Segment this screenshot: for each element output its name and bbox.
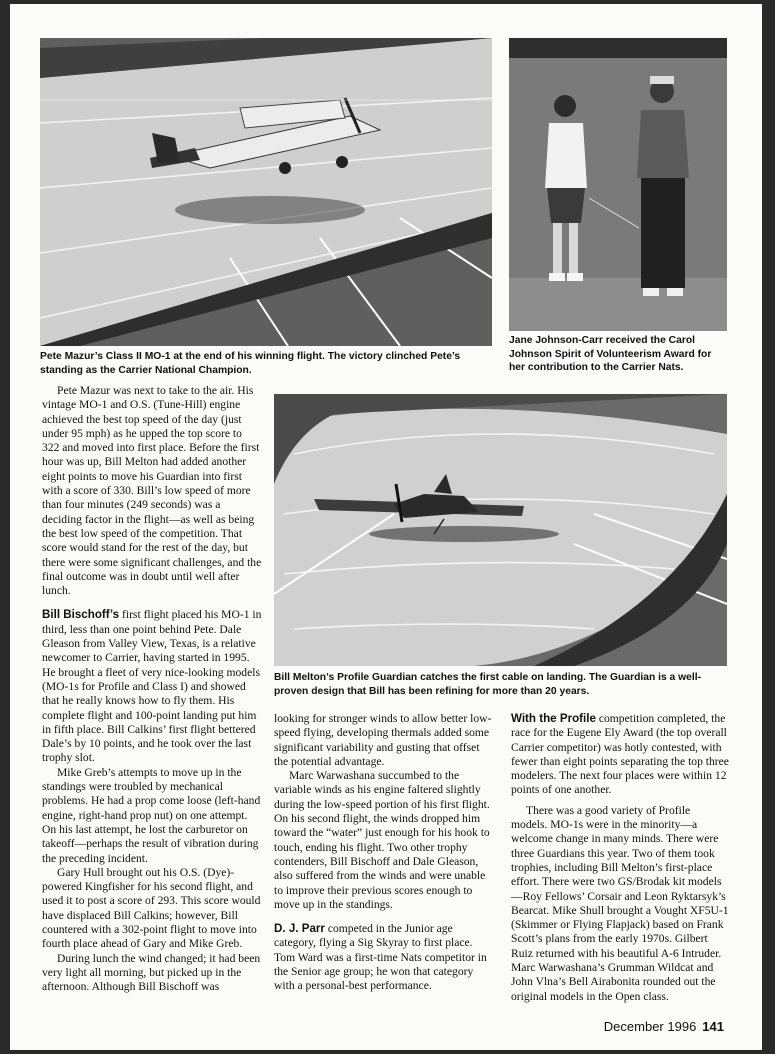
col1-paragraph-3: Mike Greb’s attempts to move up in the standings were troubled by mechanical problems. He had a prop come loose (left-hand engine, right-hand prop nut) on one attempt. On his last attempt, he lost the carburetor on takeoff—perhaps the result of vibration during the preceding incident. bbox=[42, 765, 261, 865]
lead-bill-bischoff: Bill Bischoff’s bbox=[42, 608, 120, 622]
guardian-landing-image bbox=[274, 394, 727, 666]
col2-paragraph-2: Marc Warwashana succumbed to the variable winds as his engine faltered slightly during the low-speed portion of his first flight. On his second flight, the winds dropped him toward the “water” just enough for his hook to touch, ending his flight. Two other trophy contenders, Bill Bischoff and Dale Gleason, also suffered from the winds and were unable to improve their previous scores enough to move up in the standings. bbox=[274, 769, 490, 911]
photo-guardian-landing bbox=[274, 394, 727, 666]
col3-paragraph-2: There was a good variety of Profile models. MO-1s were in the minority—a welcome change in many minds. There were three Guardians this year. Two of them took trophies, including Bill Melton’s first-place effort. There were two GS/Brodak kit models—Roy Fellows’ Corsair and Leon Ryktarsyk’s Bearcat. Mike Shull brought a Vought XF5U-1 (Skimmer or Flying Flapjack) based on Frank Scott’s plans from the early 1970s. Gilbert Ruiz returned with his beautiful A-6 Intruder. Marc Warwashana’s Grumman Wildcat and John Vlna’s Bell Airabonita rounded out the original models in the Open class. bbox=[511, 803, 729, 1003]
col1-paragraph-2 bbox=[42, 608, 262, 765]
photo-award-volunteers bbox=[509, 38, 727, 331]
lead-dj-parr: D. J. Parr bbox=[274, 922, 325, 936]
lead-with-the-profile: With the Profile bbox=[511, 712, 596, 725]
article-column-2 bbox=[274, 712, 494, 994]
magazine-page bbox=[10, 4, 762, 1050]
col2-paragraph-3 bbox=[274, 922, 494, 993]
col3-paragraph-1-body: competition completed, the race for the Eugene Ely Award (the top overall Carrier competitor) was hotly contested, with fewer than eight points separating the top three modelers. The next four places were within 12 points of one another. bbox=[511, 712, 729, 797]
page-number: 141 bbox=[702, 1019, 724, 1034]
mo1-landing-image bbox=[40, 38, 492, 346]
photo-mo1-landing bbox=[40, 38, 492, 346]
col3-paragraph-1 bbox=[511, 712, 729, 798]
col1-paragraph-2-body: first flight placed his MO-1 in third, less than one point behind Pete. Dale Gleason from Valley View, Texas, is a relative newcomer to Carrier, having started in 1995. He brought a fleet of very nice-looking models (MO-1s for Profile and Class I) and showed that he really knows how to fly them. His complete flight and 100-point landing put him in fifth place. Bill Calkins’ first flight bettered Dale’s by 10 points, and he took over the last trophy slot. bbox=[42, 608, 262, 765]
caption-volunteer-award: Jane Johnson-Carr received the Carol Johnson Spirit of Volunteerism Award for her contribution to the Carrier Nats. bbox=[509, 335, 712, 373]
article-column-1 bbox=[42, 384, 262, 994]
page-footer bbox=[604, 1019, 724, 1034]
col1-paragraph-1: Pete Mazur was next to take to the air. His vintage MO-1 and O.S. (Tune-Hill) engine achieved the best top speed of the day (just under 95 mph) as he upped the top score to 322 and moved into first place. Before the first hour was up, Bill Melton had added another eight points to move his Guardian into first with a score of 330. Bill’s low speed of more than four minutes (249 seconds) was a deciding factor in the flight—as well as being the best low speed of the competition. That score would stand for the rest of the day, but there were some significant challenges, and the final outcome was in doubt until well after lunch. bbox=[42, 384, 262, 598]
col1-paragraph-4: Gary Hull brought out his O.S. (Dye)-powered Kingfisher for his second flight, and used it to post a score of 293. This score would have displaced Bill Calkins; however, Bill countered with a 302-point flight to move into fourth place ahead of Gary and Mike Greb. bbox=[42, 865, 261, 951]
caption-guardian-landing: Bill Melton’s Profile Guardian catches the first cable on landing. The Guardian is a well-proven design that Bill has been refining for more than 20 years. bbox=[274, 672, 702, 697]
article-column-3 bbox=[511, 712, 729, 1004]
col2-paragraph-1: looking for stronger winds to allow better low-speed flying, developing thermals added some significant variability and gusting that offset the potential advantage. bbox=[274, 712, 492, 768]
caption-mo1-landing: Pete Mazur’s Class II MO-1 at the end of his winning flight. The victory clinched Pete’s standing as the Carrier National Champion. bbox=[40, 351, 461, 376]
issue-date: December 1996 bbox=[603, 1019, 697, 1034]
col2-paragraph-3-body: competed in the Junior age category, flying a Sig Skyray to first place. Tom Ward was a first-time Nats competitor in the Senior age group; he won that category with a personal-best performance. bbox=[274, 922, 487, 993]
col1-paragraph-5: During lunch the wind changed; it had been very light all morning, but picked up in the afternoon. Although Bill Bischoff was bbox=[42, 951, 261, 994]
volunteers-image bbox=[509, 38, 727, 331]
